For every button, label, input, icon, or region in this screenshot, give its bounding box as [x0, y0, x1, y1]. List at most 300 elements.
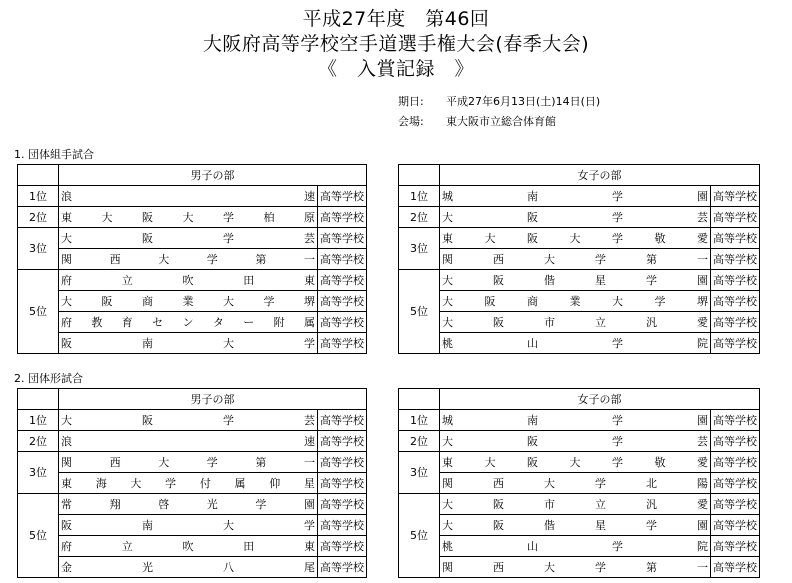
school-name-char: 学: [263, 294, 275, 308]
school-name-char: セ: [152, 315, 164, 329]
school-suffix: 高等学校: [711, 186, 760, 207]
school-name-char: 尾: [304, 560, 315, 574]
rank-cell: 3位: [399, 228, 440, 270]
school-suffix: 高等学校: [711, 536, 760, 557]
school-name: [59, 536, 318, 557]
rank-cell: 5位: [399, 270, 440, 354]
section-title-kata: 2. 団体形試合: [14, 372, 83, 385]
school-name-text: [442, 538, 708, 555]
table-row: [18, 515, 367, 536]
table-row: [399, 410, 760, 431]
school-name-char: 浪: [61, 189, 72, 203]
school-name: [440, 473, 711, 494]
school-name: [440, 536, 711, 557]
school-name-char: 関: [61, 455, 72, 469]
school-name-char: 第: [255, 252, 267, 266]
school-name-char: 学: [612, 189, 623, 203]
school-name-char: 一: [697, 252, 708, 266]
school-name: [440, 452, 711, 473]
school-name: [59, 249, 318, 270]
school-name-char: 原: [304, 210, 315, 224]
school-name-text: [61, 188, 315, 205]
school-suffix: 高等学校: [318, 410, 367, 431]
table-row: [399, 494, 760, 515]
school-name-char: 芸: [697, 210, 708, 224]
table-row: [399, 473, 760, 494]
school-name: [59, 270, 318, 291]
rank-cell: 1位: [18, 186, 59, 207]
school-name-char: 星: [595, 273, 606, 287]
school-name-char: 田: [243, 273, 255, 287]
school-name: [59, 410, 318, 431]
school-name-char: 啓: [158, 497, 170, 511]
rank-header-blank: [18, 165, 59, 186]
school-name-text: [61, 251, 315, 268]
school-name-char: 大: [569, 455, 581, 469]
school-name-char: 立: [595, 315, 606, 329]
table-row: [18, 431, 367, 452]
school-name-char: 大: [569, 231, 581, 245]
school-name-char: 浪: [61, 434, 72, 448]
school-suffix: 高等学校: [711, 291, 760, 312]
doc-title-line2: 大阪府高等学校空手道選手権大会(春季大会): [202, 33, 590, 55]
school-name-char: 南: [527, 189, 538, 203]
school-name-text: [61, 293, 315, 310]
school-suffix: 高等学校: [711, 557, 760, 578]
school-name-text: [61, 496, 315, 513]
school-name-char: 学: [223, 231, 234, 245]
school-name-char: 西: [109, 252, 121, 266]
school-name-char: 園: [697, 273, 708, 287]
school-name-char: 愛: [697, 315, 708, 329]
school-name-char: 学: [304, 518, 315, 532]
school-name-text: [442, 209, 708, 226]
school-name-char: 愛: [697, 497, 708, 511]
school-name-char: 学: [595, 252, 606, 266]
school-name-char: 学: [646, 273, 657, 287]
school-name-char: 汎: [646, 497, 657, 511]
school-name-char: 業: [569, 294, 581, 308]
school-name-char: 星: [595, 518, 606, 532]
school-name-char: 関: [442, 476, 453, 490]
school-name-char: 市: [544, 315, 555, 329]
school-name-char: 偕: [544, 518, 555, 532]
doc-title-line1: 平成27年度 第46回: [302, 8, 490, 30]
school-name-text: [61, 209, 315, 226]
division-heading: 女子の部: [440, 165, 760, 186]
rank-header-blank: [399, 389, 440, 410]
school-suffix: 高等学校: [711, 333, 760, 354]
rank-cell: 1位: [18, 410, 59, 431]
school-name-char: 常: [61, 497, 72, 511]
school-suffix: 高等学校: [318, 249, 367, 270]
school-name-text: [61, 433, 315, 450]
school-name-char: ー: [243, 315, 255, 329]
school-name-char: 金: [61, 560, 72, 574]
school-name-char: 立: [595, 497, 606, 511]
school-suffix: 高等学校: [318, 557, 367, 578]
school-name-char: 立: [121, 539, 133, 553]
school-name: [59, 186, 318, 207]
school-name-char: 府: [61, 315, 72, 329]
kata-women-table: [398, 388, 760, 578]
table-row: [399, 228, 760, 249]
school-name-char: 院: [697, 336, 708, 350]
section-title-kumite: 1. 団体組手試合: [14, 148, 94, 161]
school-name-char: 阪: [527, 455, 538, 469]
school-name-char: 海: [95, 476, 107, 490]
school-name-char: ン: [182, 315, 194, 329]
school-name-char: 学: [612, 434, 623, 448]
school-name-char: 大: [544, 252, 555, 266]
school-name-char: 園: [697, 413, 708, 427]
school-name: [440, 270, 711, 291]
school-name-char: 学: [223, 413, 234, 427]
school-name-char: 学: [612, 210, 623, 224]
school-name-char: 東: [304, 273, 315, 287]
school-name-char: 付: [199, 476, 211, 490]
school-name-char: 大: [61, 294, 72, 308]
school-name-text: [61, 335, 315, 352]
school-name-char: 阪: [142, 210, 153, 224]
division-heading: 男子の部: [59, 165, 367, 186]
school-suffix: 高等学校: [711, 473, 760, 494]
school-name-char: タ: [212, 315, 224, 329]
school-name: [440, 291, 711, 312]
school-name-char: 阪: [61, 336, 72, 350]
school-name-char: 大: [101, 210, 113, 224]
kumite-women-table: [398, 164, 760, 354]
school-name-char: 愛: [697, 231, 708, 245]
school-name-char: 西: [493, 252, 504, 266]
school-name-char: 学: [612, 413, 623, 427]
school-name-char: 大: [442, 434, 453, 448]
table-row: [18, 494, 367, 515]
school-name: [440, 557, 711, 578]
kumite-men-table: [17, 164, 367, 354]
school-name: [440, 333, 711, 354]
school-name-char: 大: [442, 497, 453, 511]
school-suffix: 高等学校: [711, 431, 760, 452]
school-name-char: 学: [304, 336, 315, 350]
school-name-char: 光: [142, 560, 153, 574]
table-row: [399, 270, 760, 291]
school-name-char: 大: [158, 455, 170, 469]
school-name-char: 学: [612, 539, 623, 553]
date-line: [398, 95, 600, 109]
school-name: [59, 291, 318, 312]
school-name-text: [442, 517, 708, 534]
school-name-char: 陽: [697, 476, 708, 490]
table-row: [18, 186, 367, 207]
table-row: [399, 452, 760, 473]
school-name-char: 翔: [109, 497, 121, 511]
school-name-char: 東: [304, 539, 315, 553]
school-name: [440, 410, 711, 431]
school-name-char: 南: [142, 336, 153, 350]
school-name-char: 学: [595, 476, 606, 490]
school-name-char: 大: [223, 336, 234, 350]
table-row: [18, 536, 367, 557]
kata-men-table: [17, 388, 367, 578]
school-name-char: 堺: [697, 294, 708, 308]
school-name-char: 阪: [493, 497, 504, 511]
school-name-char: 阪: [493, 518, 504, 532]
school-suffix: 高等学校: [318, 312, 367, 333]
school-name-char: 大: [442, 273, 453, 287]
school-name-text: [61, 272, 315, 289]
school-name-char: 柏: [263, 210, 275, 224]
school-name-char: 桃: [442, 336, 453, 350]
rank-cell: 2位: [18, 431, 59, 452]
table-row: [18, 249, 367, 270]
school-name: [440, 228, 711, 249]
school-name-char: 大: [484, 231, 496, 245]
school-name-text: [61, 475, 315, 492]
school-name-char: 南: [142, 518, 153, 532]
school-name: [440, 431, 711, 452]
school-name-char: 第: [646, 560, 657, 574]
school-name-char: 附: [273, 315, 285, 329]
school-suffix: 高等学校: [711, 228, 760, 249]
school-name-char: 大: [442, 210, 453, 224]
school-name-char: 大: [182, 210, 194, 224]
school-suffix: 高等学校: [318, 186, 367, 207]
table-row: [399, 312, 760, 333]
school-name-text: [61, 230, 315, 247]
school-name-text: [442, 412, 708, 429]
school-name-text: [442, 230, 708, 247]
school-name-char: 阪: [101, 294, 113, 308]
school-name-text: [442, 272, 708, 289]
school-name-text: [442, 475, 708, 492]
school-suffix: 高等学校: [318, 207, 367, 228]
school-name-char: 学: [206, 455, 218, 469]
school-name-char: 大: [158, 252, 170, 266]
school-suffix: 高等学校: [318, 473, 367, 494]
table-row: [399, 249, 760, 270]
table-row: [18, 410, 367, 431]
school-name-char: 阪: [484, 294, 496, 308]
school-name-char: 園: [697, 189, 708, 203]
school-name: [440, 515, 711, 536]
school-name-char: 偕: [544, 273, 555, 287]
rank-header-blank: [18, 389, 59, 410]
school-name-char: 阪: [142, 231, 153, 245]
school-name: [59, 431, 318, 452]
school-name-char: 阪: [61, 518, 72, 532]
school-name-char: 大: [223, 518, 234, 532]
school-name-char: 吹: [182, 273, 194, 287]
table-row: [18, 333, 367, 354]
table-row: [18, 207, 367, 228]
date-value: 平成27年6月13日(土)14日(日): [446, 95, 601, 108]
school-name-char: 大: [484, 455, 496, 469]
school-name-char: 関: [442, 252, 453, 266]
school-name-char: 城: [442, 413, 453, 427]
school-name-text: [61, 454, 315, 471]
school-name-char: 大: [61, 231, 72, 245]
school-name-char: 田: [243, 539, 255, 553]
school-suffix: 高等学校: [711, 452, 760, 473]
table-row: [399, 207, 760, 228]
school-suffix: 高等学校: [318, 515, 367, 536]
division-heading: 男子の部: [59, 389, 367, 410]
school-name-char: 吹: [182, 539, 194, 553]
table-row: [18, 291, 367, 312]
school-name: [59, 228, 318, 249]
school-suffix: 高等学校: [711, 410, 760, 431]
school-name-char: 大: [544, 476, 555, 490]
school-name: [59, 207, 318, 228]
rank-cell: 5位: [18, 494, 59, 578]
school-suffix: 高等学校: [711, 494, 760, 515]
school-name-char: 大: [442, 315, 453, 329]
table-row: [18, 473, 367, 494]
school-name-char: 芸: [304, 413, 315, 427]
rank-cell: 3位: [18, 452, 59, 494]
rank-cell: 2位: [399, 431, 440, 452]
school-name-char: 商: [527, 294, 538, 308]
school-suffix: 高等学校: [318, 536, 367, 557]
school-name-char: 光: [206, 497, 218, 511]
school-name-char: 大: [442, 294, 453, 308]
rank-cell: 1位: [399, 186, 440, 207]
school-name-char: 関: [61, 252, 72, 266]
school-name-char: 阪: [493, 315, 504, 329]
rank-cell: 3位: [399, 452, 440, 494]
school-name: [440, 186, 711, 207]
school-name-char: 一: [697, 560, 708, 574]
school-name-char: 山: [527, 539, 538, 553]
school-name-char: 学: [612, 231, 623, 245]
table-row: [399, 291, 760, 312]
school-name-char: 敬: [654, 231, 666, 245]
school-name-char: 市: [544, 497, 555, 511]
school-name-char: 敬: [654, 455, 666, 469]
school-name-text: [442, 335, 708, 352]
school-name-char: 大: [612, 294, 623, 308]
school-name-char: 属: [304, 315, 315, 329]
table-row: [399, 431, 760, 452]
school-name-char: 西: [493, 476, 504, 490]
table-row: [18, 228, 367, 249]
rank-cell: 3位: [18, 228, 59, 270]
school-name: [59, 557, 318, 578]
table-row: [399, 186, 760, 207]
rank-cell: 5位: [399, 494, 440, 578]
rank-cell: 5位: [18, 270, 59, 354]
venue-line: [398, 115, 556, 129]
school-name-char: 第: [255, 455, 267, 469]
school-name-char: 阪: [142, 413, 153, 427]
school-name: [59, 312, 318, 333]
school-name-char: 愛: [697, 455, 708, 469]
table-row: [18, 557, 367, 578]
school-name-char: 大: [61, 413, 72, 427]
school-name: [59, 333, 318, 354]
school-name-char: 学: [654, 294, 666, 308]
school-name-text: [442, 293, 708, 310]
school-name-text: [442, 496, 708, 513]
school-name-char: 芸: [304, 231, 315, 245]
table-row: [18, 312, 367, 333]
school-name: [59, 494, 318, 515]
school-name-text: [61, 517, 315, 534]
school-suffix: 高等学校: [318, 452, 367, 473]
school-name-char: 属: [234, 476, 246, 490]
school-name-char: 業: [182, 294, 194, 308]
table-row: [399, 557, 760, 578]
school-name-char: 学: [165, 476, 177, 490]
school-name-char: 第: [646, 252, 657, 266]
school-name-char: 学: [612, 336, 623, 350]
rank-cell: 1位: [399, 410, 440, 431]
school-name-text: [442, 559, 708, 576]
school-name-char: 大: [442, 518, 453, 532]
school-name-char: 北: [646, 476, 657, 490]
rank-cell: 2位: [18, 207, 59, 228]
venue-label: 会場:: [398, 115, 424, 128]
school-suffix: 高等学校: [318, 494, 367, 515]
school-name: [59, 515, 318, 536]
school-name: [440, 249, 711, 270]
school-name-text: [442, 433, 708, 450]
school-name-char: 育: [121, 315, 133, 329]
school-name-char: 学: [206, 252, 218, 266]
school-name-char: 南: [527, 413, 538, 427]
school-name: [59, 452, 318, 473]
school-name-text: [442, 188, 708, 205]
school-name-char: 院: [697, 539, 708, 553]
school-name-char: 城: [442, 189, 453, 203]
school-name-char: 府: [61, 539, 72, 553]
school-name-char: 関: [442, 560, 453, 574]
table-row: [399, 515, 760, 536]
school-name-char: 東: [61, 476, 72, 490]
school-name: [59, 473, 318, 494]
school-name-char: 学: [595, 560, 606, 574]
school-name-char: 速: [304, 434, 315, 448]
school-name-char: 西: [493, 560, 504, 574]
school-name-char: 山: [527, 336, 538, 350]
rank-cell: 2位: [399, 207, 440, 228]
school-name-text: [442, 454, 708, 471]
school-name-text: [61, 314, 315, 331]
school-name-text: [442, 251, 708, 268]
school-name-char: 学: [223, 210, 234, 224]
school-name-char: 阪: [527, 231, 538, 245]
doc-title-line3: 《 入賞記録 》: [317, 58, 474, 80]
school-name-char: 園: [697, 518, 708, 532]
school-suffix: 高等学校: [711, 515, 760, 536]
school-name-char: 阪: [527, 434, 538, 448]
school-name: [440, 207, 711, 228]
school-name-char: 府: [61, 273, 72, 287]
school-name-char: 桃: [442, 539, 453, 553]
school-name-char: 園: [303, 497, 315, 511]
school-name-char: 一: [303, 252, 315, 266]
school-name-char: 商: [142, 294, 153, 308]
division-heading: 女子の部: [440, 389, 760, 410]
school-name-char: 東: [442, 455, 453, 469]
school-suffix: 高等学校: [318, 291, 367, 312]
school-name-text: [61, 538, 315, 555]
venue-value: 東大阪市立総合体育館: [446, 115, 556, 128]
school-name-char: 汎: [646, 315, 657, 329]
school-suffix: 高等学校: [318, 431, 367, 452]
school-name-text: [442, 314, 708, 331]
